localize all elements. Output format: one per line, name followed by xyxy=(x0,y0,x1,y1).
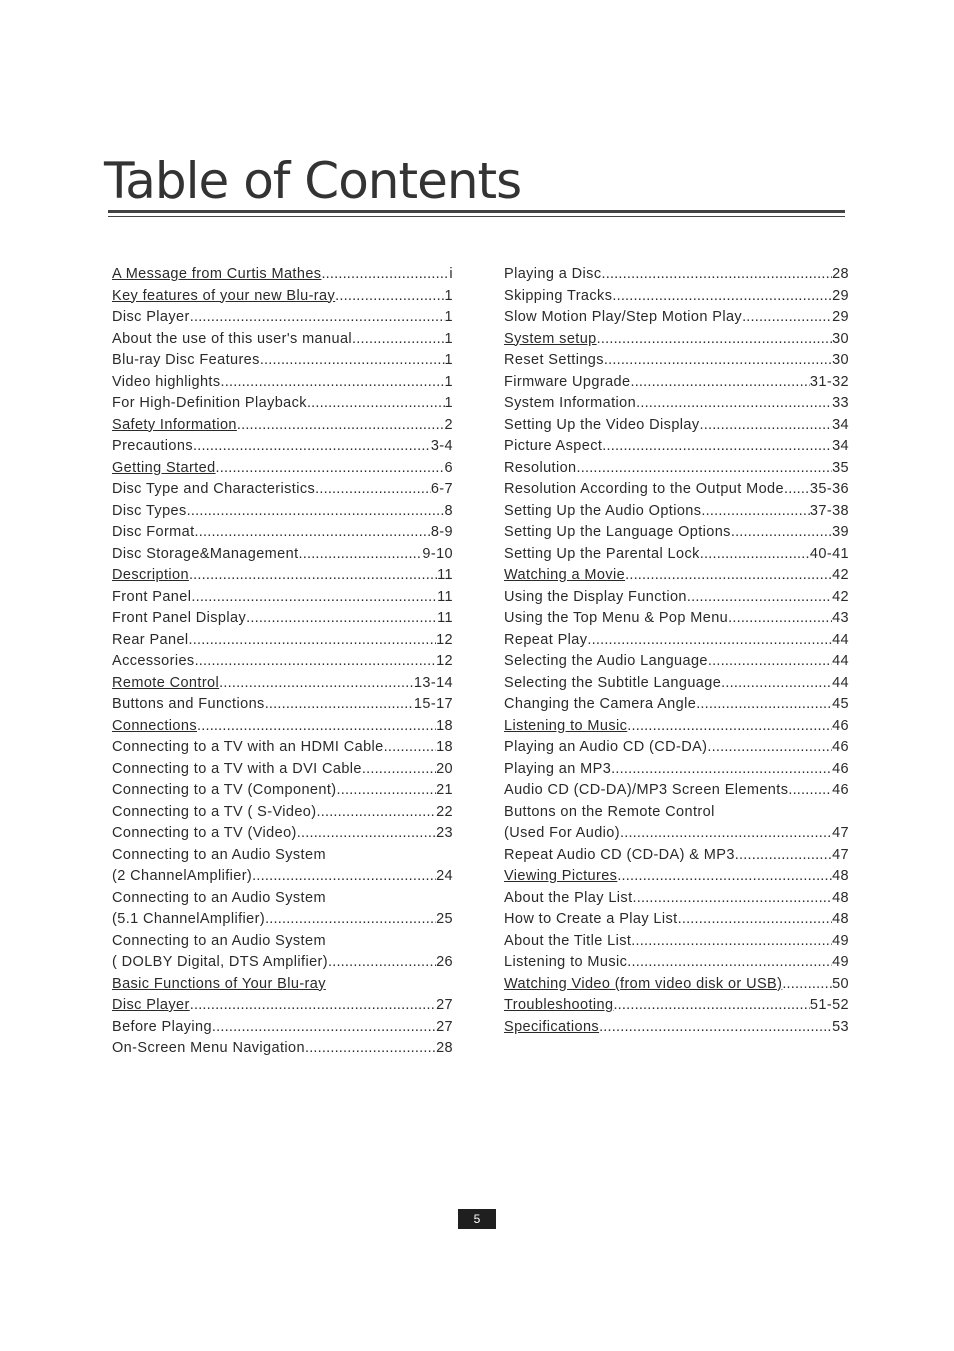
toc-entry xyxy=(504,372,849,394)
toc-page-number: 6 xyxy=(444,459,453,476)
dot-leader xyxy=(627,716,832,738)
toc-page-number: 30 xyxy=(832,352,849,368)
toc-page-number: 27 xyxy=(436,997,453,1013)
toc-page-number: 1 xyxy=(444,287,453,304)
dot-leader xyxy=(193,436,431,458)
toc-entry[interactable] xyxy=(112,286,453,308)
toc-entry-title: About the Play List xyxy=(504,889,633,906)
dot-leader xyxy=(731,522,832,544)
toc-entry-title: Audio CD (CD-DA)/MP3 Screen Elements xyxy=(504,782,789,798)
dot-leader xyxy=(597,329,832,351)
dot-leader xyxy=(197,716,436,738)
toc-section-title: Troubleshooting xyxy=(504,997,614,1013)
toc-entry-title: (5.1 ChannelAmplifier) xyxy=(112,911,266,927)
toc-page-number: 22 xyxy=(436,803,453,820)
dot-leader xyxy=(315,479,431,501)
toc-entry-title: Setting Up the Parental Lock xyxy=(504,545,700,562)
page-number-badge: 5 xyxy=(458,1209,496,1229)
dot-leader xyxy=(221,372,445,394)
toc-entry-title: Video highlights xyxy=(112,373,221,390)
toc-page-number: 53 xyxy=(832,1018,849,1035)
toc-page-number: 44 xyxy=(832,653,849,669)
dot-leader xyxy=(708,651,832,673)
toc-page-number: 40-41 xyxy=(809,545,849,562)
dot-leader xyxy=(321,264,449,286)
dot-leader xyxy=(191,587,437,609)
toc-page-number: 49 xyxy=(832,954,849,970)
toc-entry xyxy=(504,673,849,695)
dot-leader xyxy=(728,608,832,630)
page-title: Table of Contents xyxy=(104,152,522,210)
dot-leader xyxy=(602,436,832,458)
dot-leader xyxy=(587,630,832,652)
toc-entry-title: Buttons and Functions xyxy=(112,696,265,712)
toc-entry-title: Precautions xyxy=(112,438,193,454)
dot-leader xyxy=(297,823,436,845)
toc-page-number: 3-4 xyxy=(430,438,453,454)
toc-entry[interactable] xyxy=(112,264,453,286)
dot-leader xyxy=(195,522,431,544)
toc-entry-title: For High-Definition Playback xyxy=(112,395,307,411)
toc-section-title: Watching Video (from video disk or USB) xyxy=(504,975,783,992)
toc-section-title: Watching a Movie xyxy=(504,567,626,583)
toc-entry-title: Disc Types xyxy=(112,502,187,519)
toc-page-number: i xyxy=(449,266,453,282)
toc-entry xyxy=(112,372,453,394)
dot-leader xyxy=(337,780,437,802)
dot-leader xyxy=(265,694,414,716)
toc-entry xyxy=(112,436,453,458)
toc-entry-title: Setting Up the Audio Options xyxy=(504,502,702,519)
toc-entry xyxy=(504,393,849,415)
toc-entry[interactable] xyxy=(112,415,453,437)
toc-page-number: 47 xyxy=(832,846,849,863)
toc-section-title: Specifications xyxy=(504,1018,600,1035)
toc-entry[interactable] xyxy=(112,716,453,738)
dot-leader xyxy=(620,823,832,845)
toc-page-number: 18 xyxy=(436,717,453,734)
toc-page-number: 29 xyxy=(832,309,849,325)
dot-leader xyxy=(700,415,833,437)
toc-entry-title: Disc Format xyxy=(112,524,195,540)
toc-entry[interactable] xyxy=(504,565,849,587)
toc-entry-title: ( DOLBY Digital, DTS Amplifier) xyxy=(112,954,328,970)
toc-entry-title: Accessories xyxy=(112,653,195,669)
dot-leader xyxy=(611,759,832,781)
toc-entry-title: (2 ChannelAmplifier) xyxy=(112,868,253,884)
toc-page-number: 49 xyxy=(832,932,849,949)
toc-section-title: Disc Player xyxy=(112,997,190,1013)
toc-entry xyxy=(112,759,453,781)
toc-entry-title: Playing an Audio CD (CD-DA) xyxy=(504,739,708,755)
toc-entry-title: Selecting the Subtitle Language xyxy=(504,674,722,691)
toc-entry xyxy=(504,264,849,286)
toc-entry-title: Setting Up the Video Display xyxy=(504,416,700,433)
dot-leader xyxy=(700,544,810,566)
toc-entry[interactable] xyxy=(504,995,849,1017)
toc-page-number: 31-32 xyxy=(809,373,849,390)
toc-section-title: Description xyxy=(112,567,189,583)
toc-entry[interactable] xyxy=(112,673,453,695)
toc-entry-title: Connecting to a TV with an HDMI Cable xyxy=(112,739,384,755)
toc-entry-title: Firmware Upgrade xyxy=(504,373,631,390)
toc-entry xyxy=(112,393,453,415)
toc-entry xyxy=(504,286,849,308)
toc-entry-title: Resolution xyxy=(504,459,577,476)
toc-page-number: 35-36 xyxy=(809,481,849,497)
toc-page-number: 46 xyxy=(832,717,849,734)
dot-leader xyxy=(604,350,832,372)
toc-page-number: 46 xyxy=(832,739,849,755)
toc-entry[interactable] xyxy=(112,565,453,587)
dot-leader xyxy=(636,393,832,415)
dot-leader xyxy=(189,630,437,652)
toc-page-number: 48 xyxy=(832,868,849,884)
toc-entry xyxy=(504,522,849,544)
toc-entry[interactable] xyxy=(504,866,849,888)
dot-leader xyxy=(190,307,445,329)
dot-leader xyxy=(335,286,444,308)
toc-entry-title: Before Playing xyxy=(112,1018,212,1035)
dot-leader xyxy=(189,565,437,587)
toc-entry xyxy=(112,544,453,566)
toc-section-title: Key features of your new Blu-ray xyxy=(112,287,336,304)
toc-entry xyxy=(112,909,453,931)
toc-page-number: 44 xyxy=(832,674,849,691)
toc-entry-title: Slow Motion Play/Step Motion Play xyxy=(504,309,743,325)
toc-entry xyxy=(504,802,849,824)
toc-page-number: 9-10 xyxy=(422,545,453,562)
toc-entry xyxy=(504,823,849,845)
toc-entry-title: Rear Panel xyxy=(112,631,189,648)
toc-page-number: 29 xyxy=(832,287,849,304)
dot-leader xyxy=(742,307,832,329)
toc-entry xyxy=(504,651,849,673)
dot-leader xyxy=(627,952,832,974)
toc-entry xyxy=(112,307,453,329)
toc-entry-title: Using the Top Menu & Pop Menu xyxy=(504,610,729,626)
toc-page-number: 35 xyxy=(832,459,849,476)
dot-leader xyxy=(190,995,436,1017)
dot-leader xyxy=(784,479,810,501)
dot-leader xyxy=(613,995,809,1017)
toc-entry xyxy=(112,780,453,802)
toc-entry[interactable] xyxy=(112,995,453,1017)
toc-entry[interactable] xyxy=(504,974,849,996)
toc-entry-title: Blu-ray Disc Features xyxy=(112,352,260,368)
dot-leader xyxy=(630,372,809,394)
toc-entry xyxy=(504,888,849,910)
toc-page-number: 8-9 xyxy=(430,524,453,540)
toc-entry-title: Disc Storage&Management xyxy=(112,545,299,562)
toc-page-number: 44 xyxy=(832,631,849,648)
toc-section-title: Basic Functions of Your Blu-ray xyxy=(112,975,326,992)
dot-leader xyxy=(678,909,832,931)
toc-entry xyxy=(112,587,453,609)
toc-entry xyxy=(504,350,849,372)
dot-leader xyxy=(687,587,832,609)
toc-entry-title: Disc Type and Characteristics xyxy=(112,481,316,497)
toc-entry[interactable] xyxy=(504,329,849,351)
toc-page-number: 43 xyxy=(832,610,849,626)
toc-entry[interactable] xyxy=(504,716,849,738)
toc-page-number: 15-17 xyxy=(413,696,453,712)
toc-entry xyxy=(112,931,453,953)
toc-page-number: 11 xyxy=(437,567,453,583)
dot-leader xyxy=(721,673,832,695)
toc-entry xyxy=(112,1017,453,1039)
toc-entry xyxy=(112,802,453,824)
toc-page-number: 20 xyxy=(436,760,453,777)
toc-page-number: 34 xyxy=(832,416,849,433)
toc-entry-title: About the use of this user's manual xyxy=(112,330,353,347)
toc-page-number: 8 xyxy=(444,502,453,519)
dot-leader xyxy=(195,651,436,673)
toc-page-number: 1 xyxy=(444,395,453,411)
dot-leader xyxy=(299,544,423,566)
toc-entry-title: Connecting to a TV ( S-Video) xyxy=(112,803,317,820)
toc-page-number: 28 xyxy=(832,266,849,282)
dot-leader xyxy=(252,866,436,888)
dot-leader xyxy=(328,952,436,974)
toc-section-title: Remote Control xyxy=(112,674,220,691)
toc-page-number: 37-38 xyxy=(809,502,849,519)
dot-leader xyxy=(577,458,833,480)
dot-leader xyxy=(631,931,832,953)
toc-page-number: 51-52 xyxy=(809,997,849,1013)
toc-entry xyxy=(504,694,849,716)
toc-entry-title: Repeat Play xyxy=(504,631,588,648)
toc-entry-title: Listening to Music xyxy=(504,954,628,970)
toc-page-number: 13-14 xyxy=(413,674,453,691)
dot-leader xyxy=(617,866,832,888)
toc-entry xyxy=(504,952,849,974)
toc-entry xyxy=(112,608,453,630)
toc-page-number: 39 xyxy=(832,524,849,540)
title-rule-thin xyxy=(108,216,845,217)
toc-page-number: 23 xyxy=(436,825,453,841)
dot-leader xyxy=(625,565,832,587)
toc-entry-title: Front Panel xyxy=(112,588,192,605)
toc-entry-title: Disc Player xyxy=(112,309,190,325)
toc-page-number: 45 xyxy=(832,696,849,712)
toc-entry-title: Reset Settings xyxy=(504,352,604,368)
dot-leader xyxy=(216,458,445,480)
toc-entry xyxy=(504,479,849,501)
toc-entry-title: System Information xyxy=(504,395,637,411)
toc-page-number: 1 xyxy=(444,352,453,368)
toc-page-number: 12 xyxy=(436,631,453,648)
toc-entry-title: Connecting to an Audio System xyxy=(112,932,326,949)
dot-leader xyxy=(305,1038,436,1060)
toc-page-number: 48 xyxy=(832,911,849,927)
toc-page-number: 25 xyxy=(436,911,453,927)
toc-page-number: 34 xyxy=(832,438,849,454)
toc-entry[interactable] xyxy=(112,458,453,480)
toc-page-number: 21 xyxy=(436,782,453,798)
toc-page-number: 11 xyxy=(437,610,453,626)
toc-entry xyxy=(112,888,453,910)
toc-page-number: 42 xyxy=(832,567,849,583)
toc-entry xyxy=(504,501,849,523)
dot-leader xyxy=(788,780,832,802)
toc-entry-title: Using the Display Function xyxy=(504,588,687,605)
toc-section-title: Safety Information xyxy=(112,416,237,433)
toc-entry-title: Front Panel Display xyxy=(112,610,247,626)
toc-entry xyxy=(112,329,453,351)
toc-page-number: 1 xyxy=(444,330,453,347)
toc-entry-title: Resolution According to the Output Mode xyxy=(504,481,784,497)
toc-page-number: 26 xyxy=(436,954,453,970)
toc-entry xyxy=(504,845,849,867)
toc-entry xyxy=(112,823,453,845)
dot-leader xyxy=(212,1017,436,1039)
dot-leader xyxy=(362,759,436,781)
toc-entry xyxy=(504,307,849,329)
toc-entry-title: Connecting to a TV (Video) xyxy=(112,825,297,841)
toc-entry-title: How to Create a Play List xyxy=(504,911,678,927)
dot-leader xyxy=(187,501,445,523)
toc-entry-title: Changing the Camera Angle xyxy=(504,696,697,712)
dot-leader xyxy=(601,264,832,286)
toc-page-number: 46 xyxy=(832,760,849,777)
toc-entry xyxy=(504,909,849,931)
toc-entry xyxy=(504,780,849,802)
toc-entry[interactable] xyxy=(504,1017,849,1039)
toc-page-number: 30 xyxy=(832,330,849,347)
dot-leader xyxy=(384,737,436,759)
toc-page-number: 12 xyxy=(436,653,453,669)
dot-leader xyxy=(599,1017,832,1039)
toc-entry xyxy=(112,651,453,673)
toc-entry-title: Picture Aspect xyxy=(504,438,603,454)
toc-page-number: 11 xyxy=(437,588,453,605)
toc-entry xyxy=(504,608,849,630)
toc-section-title: System setup xyxy=(504,330,597,347)
toc-page-number: 47 xyxy=(832,825,849,841)
toc-entry xyxy=(504,759,849,781)
toc-entry-title: Buttons on the Remote Control xyxy=(504,803,715,820)
toc-entry xyxy=(112,694,453,716)
toc-section-title: Viewing Pictures xyxy=(504,868,618,884)
toc-entry xyxy=(112,522,453,544)
toc-entry xyxy=(112,1038,453,1060)
toc-entry xyxy=(112,350,453,372)
toc-entry-title: About the Title List xyxy=(504,932,632,949)
toc-entry-title: Connecting to a TV with a DVI Cable xyxy=(112,760,362,777)
toc-entry xyxy=(504,436,849,458)
dot-leader xyxy=(782,974,832,996)
toc-entry xyxy=(112,479,453,501)
toc-entry xyxy=(112,845,453,867)
toc-entry xyxy=(112,630,453,652)
toc-entry xyxy=(112,866,453,888)
toc-entry xyxy=(504,737,849,759)
dot-leader xyxy=(246,608,437,630)
toc-entry-title: Skipping Tracks xyxy=(504,287,613,304)
toc-entry[interactable] xyxy=(112,974,453,996)
toc-page-number: 42 xyxy=(832,588,849,605)
toc-page-number: 2 xyxy=(444,416,453,433)
dot-leader xyxy=(707,737,832,759)
toc-page-number: 6-7 xyxy=(430,481,453,497)
toc-section-title: Getting Started xyxy=(112,459,216,476)
toc-page-number: 1 xyxy=(444,373,453,390)
dot-leader xyxy=(352,329,444,351)
toc-entry-title: Playing a Disc xyxy=(504,266,602,282)
toc-entry xyxy=(504,587,849,609)
toc-left-column xyxy=(112,264,453,1060)
dot-leader xyxy=(701,501,810,523)
toc-section-title: Listening to Music xyxy=(504,717,628,734)
toc-right-column xyxy=(504,264,849,1038)
toc-entry-title: On-Screen Menu Navigation xyxy=(112,1040,305,1056)
toc-page-number: 50 xyxy=(832,975,849,992)
toc-page-number: 1 xyxy=(444,309,453,325)
toc-entry-title: (Used For Audio) xyxy=(504,825,620,841)
toc-entry-title: Setting Up the Language Options xyxy=(504,524,731,540)
toc-page-number: 48 xyxy=(832,889,849,906)
toc-page-number: 33 xyxy=(832,395,849,411)
toc-page-number: 46 xyxy=(832,782,849,798)
dot-leader xyxy=(735,845,832,867)
toc-section-title: Connections xyxy=(112,717,198,734)
toc-entry xyxy=(112,501,453,523)
toc-page-number: 24 xyxy=(436,868,453,884)
toc-entry-title: Selecting the Audio Language xyxy=(504,653,708,669)
toc-entry-title: Connecting to a TV (Component) xyxy=(112,782,337,798)
toc-entry xyxy=(504,931,849,953)
toc-page-number: 27 xyxy=(436,1018,453,1035)
toc-entry-title: Connecting to an Audio System xyxy=(112,889,326,906)
toc-entry xyxy=(112,952,453,974)
toc-page-number: 18 xyxy=(436,739,453,755)
toc-entry-title: Connecting to an Audio System xyxy=(112,846,326,863)
dot-leader xyxy=(237,415,445,437)
toc-entry xyxy=(504,544,849,566)
dot-leader xyxy=(633,888,833,910)
toc-entry xyxy=(504,458,849,480)
toc-entry-title: Repeat Audio CD (CD-DA) & MP3 xyxy=(504,846,735,863)
toc-entry-title: Playing an MP3 xyxy=(504,760,612,777)
toc-entry xyxy=(504,630,849,652)
dot-leader xyxy=(612,286,832,308)
dot-leader xyxy=(307,393,445,415)
toc-section-title: A Message from Curtis Mathes xyxy=(112,266,322,282)
toc-page-number: 28 xyxy=(436,1040,453,1056)
dot-leader xyxy=(317,802,437,824)
dot-leader xyxy=(265,909,436,931)
dot-leader xyxy=(219,673,414,695)
toc-entry xyxy=(112,737,453,759)
title-rule-thick xyxy=(108,210,845,213)
dot-leader xyxy=(696,694,832,716)
dot-leader xyxy=(260,350,445,372)
toc-entry xyxy=(504,415,849,437)
